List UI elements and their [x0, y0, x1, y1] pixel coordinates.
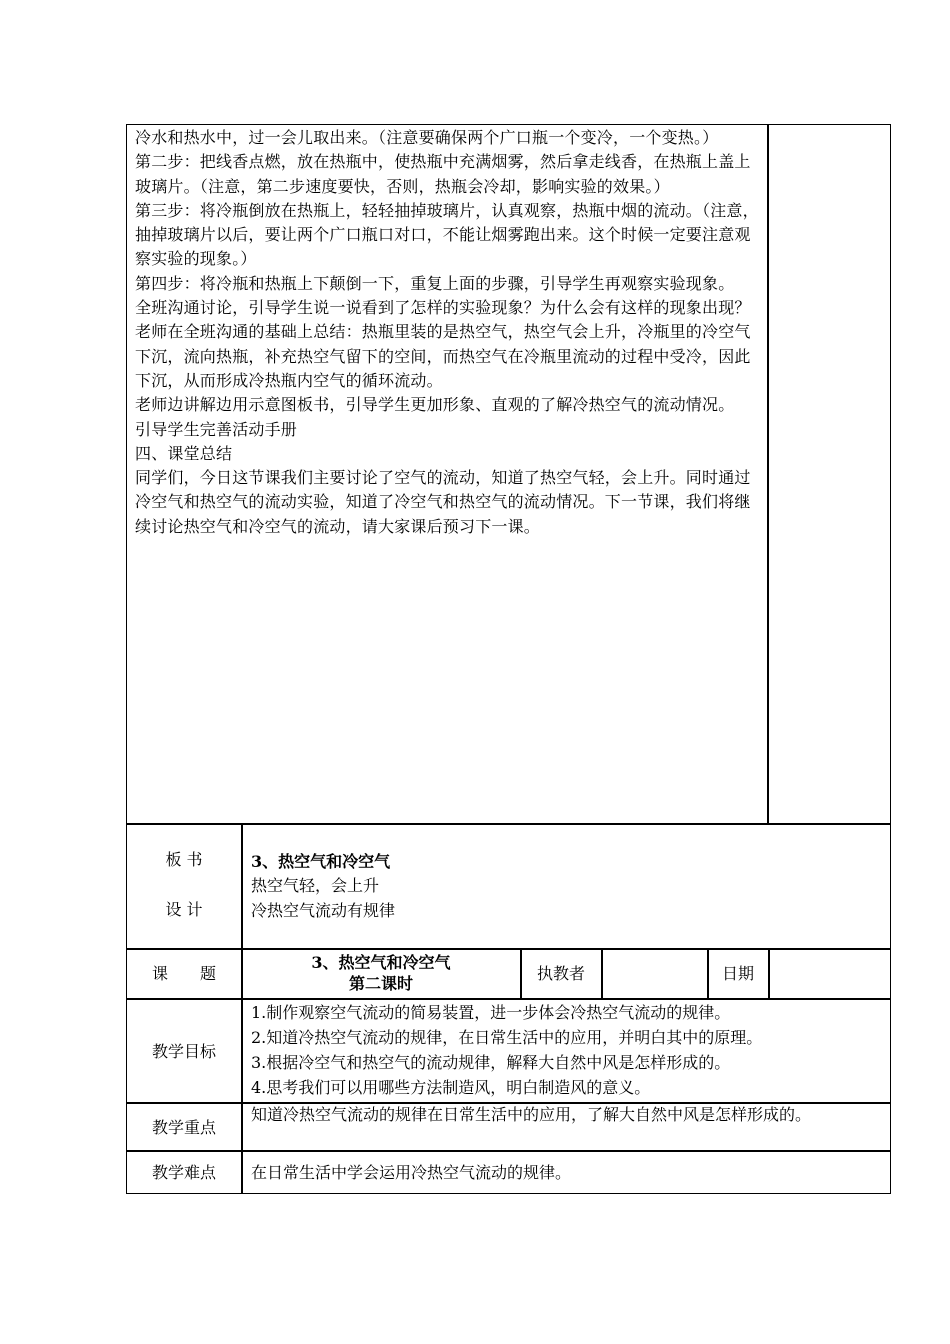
date-label: 日期	[721, 964, 754, 983]
procedure-paragraph: 第二步：把线香点燃，放在热瓶中，使热瓶中充满烟雾，然后拿走线香，在热瓶上盖上玻璃片。（注意，第二步速度要快，否则，热瓶会冷却，影响实验的效果。）	[135, 152, 751, 196]
difficulty-label: 教学难点	[151, 1163, 216, 1182]
focus-label: 教学重点	[151, 1118, 216, 1137]
procedure-paragraph: 同学们，今日这节课我们主要讨论了空气的流动，知道了热空气轻，会上升。同时通过冷空气和热空气的流动实验，知道了冷空气和热空气的流动情况。下一节课，我们将继续讨论热空气和冷空气的流动，请大家课后预习下一课。	[135, 468, 751, 536]
topic-divider	[601, 948, 603, 998]
label-column-divider	[241, 823, 243, 1194]
procedure-paragraph: 老师在全班沟通的基础上总结：热瓶里装的是热空气，热空气会上升，冷瓶里的冷空气下沉，流向热瓶，补充热空气留下的空间，而热空气在冷瓶里流动的过程中受冷，因此下沉，从而形成冷热瓶内空气的循环流动。	[135, 322, 751, 390]
topic-label: 课 题	[151, 964, 216, 983]
board-content	[251, 850, 871, 923]
topic-title-block	[243, 952, 519, 994]
board-title: 3、热空气和冷空气	[251, 852, 391, 871]
topic-subtitle: 第二课时	[348, 974, 413, 993]
board-line: 冷热空气流动有规律	[251, 900, 396, 920]
procedure-paragraph: 引导学生完善活动手册	[135, 419, 298, 439]
procedure-paragraph: 第四步：将冷瓶和热瓶上下颠倒一下，重复上面的步骤，引导学生再观察实验现象。	[135, 273, 735, 293]
notes-column-divider	[767, 124, 769, 824]
teacher-label: 执教者	[536, 964, 585, 983]
goal-item: 1.制作观察空气流动的简易装置，进一步体会冷热空气流动的规律。	[251, 1003, 731, 1022]
goal-item: 3.根据冷空气和热空气的流动规律，解释大自然中风是怎样形成的。	[251, 1053, 731, 1072]
procedure-paragraph: 老师边讲解边用示意图板书，引导学生更加形象、直观的了解冷热空气的流动情况。	[135, 395, 735, 415]
goal-item: 2.知道冷热空气流动的规律，在日常生活中的应用，并明白其中的原理。	[251, 1028, 763, 1047]
goals-label: 教学目标	[151, 1042, 216, 1061]
procedure-paragraph: 冷水和热水中，过一会儿取出来。（注意要确保两个广口瓶一个变冷，一个变热。）	[135, 128, 719, 147]
board-label	[128, 848, 240, 923]
board-label-line1: 板 书	[165, 850, 203, 869]
topic-divider	[768, 948, 770, 998]
board-label-line2: 设 计	[165, 900, 203, 920]
topic-title: 3、热空气和冷空气	[311, 953, 451, 972]
focus-text: 知道冷热空气流动的规律在日常生活中的应用，了解大自然中风是怎样形成的。	[251, 1105, 812, 1124]
procedure-paragraph: 四、课堂总结	[135, 443, 233, 463]
difficulty-text: 在日常生活中学会运用冷热空气流动的规律。	[251, 1163, 572, 1182]
procedure-paragraph: 第三步：将冷瓶倒放在热瓶上，轻轻抽掉玻璃片，认真观察，热瓶中烟的流动。（注意，抽掉玻璃片以后，要让两个广口瓶口对口，不能让烟雾跑出来。这个时候一定要注意观察实验的现象。）	[135, 200, 759, 269]
goals-list	[251, 1000, 887, 1100]
procedure-text	[135, 126, 763, 539]
goal-item: 4.思考我们可以用哪些方法制造风，明白制造风的意义。	[251, 1078, 651, 1097]
procedure-paragraph: 全班沟通讨论，引导学生说一说看到了怎样的实验现象？为什么会有这样的现象出现？	[135, 298, 751, 318]
board-line: 热空气轻，会上升	[251, 876, 380, 896]
